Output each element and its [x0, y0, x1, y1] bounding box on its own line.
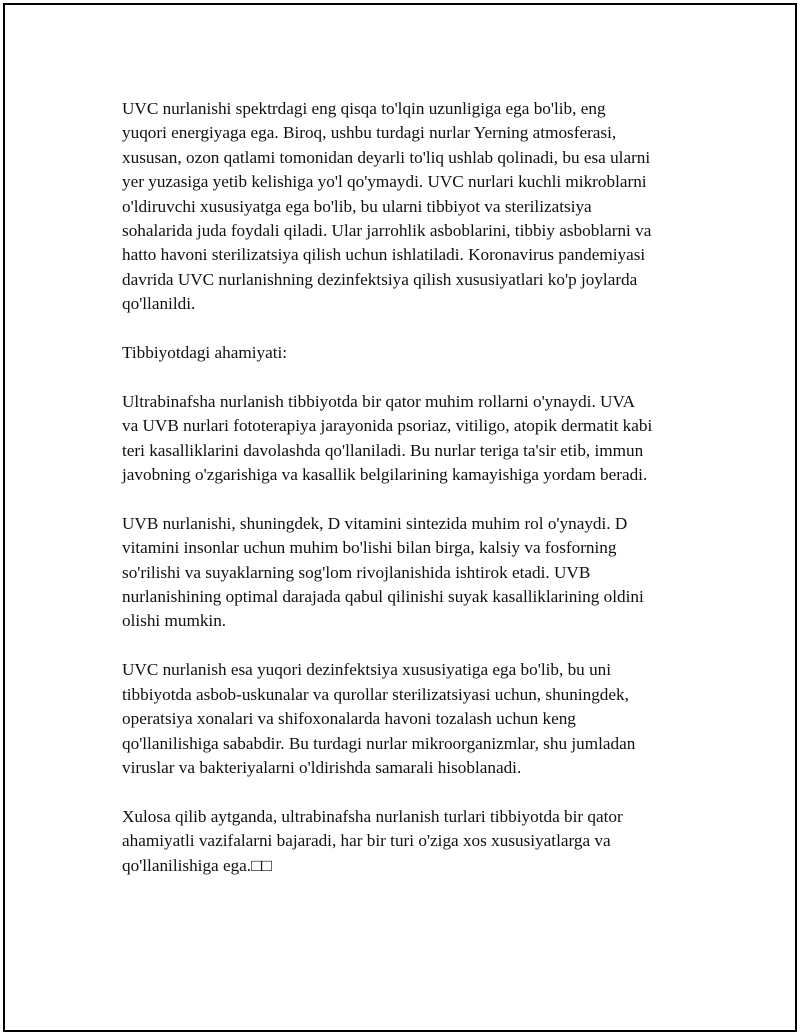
- text-line: so'rilishi va suyaklarning sog'lom rivojlanishida ishtirok etadi. UVB: [122, 562, 591, 582]
- text-line: yuqori energiyaga ega. Biroq, ushbu turdagi nurlar Yerning atmosferasi,: [122, 123, 617, 143]
- heading-text: Tibbiyotdagi ahamiyati:: [122, 343, 288, 363]
- text-line: tibbiyotda asbob-uskunalar va qurollar sterilizatsiyasi uchun, shuningdek,: [122, 684, 629, 704]
- text-line: Xulosa qilib aytganda, ultrabinafsha nurlanish turlari tibbiyotda bir qator: [122, 806, 623, 826]
- document-body: [122, 97, 702, 902]
- paragraph-uvc-intro: [122, 97, 702, 317]
- text-line: qo'llanildi.: [122, 294, 196, 314]
- text-line: olishi mumkin.: [122, 611, 227, 631]
- text-line: UVB nurlanishi, shuningdek, D vitamini sintezida muhim rol o'ynaydi. D: [122, 513, 628, 533]
- text-line: UVC nurlanishi spektrdagi eng qisqa to'lqin uzunligiga ega bo'lib, eng: [122, 99, 606, 118]
- text-line: qo'llanilishiga ega.□□: [122, 855, 272, 875]
- text-line: hatto havoni sterilizatsiya qilish uchun ishlatiladi. Koronavirus pandemiyasi: [122, 245, 646, 265]
- text-line: javobning o'zgarishiga va kasallik belgilarining kamayishiga yordam beradi.: [122, 465, 648, 485]
- text-line: operatsiya xonalari va shifoxonalarda havoni tozalash uchun keng: [122, 709, 576, 729]
- paragraph-uvc-disinfection: [122, 658, 702, 780]
- text-line: sohalarida juda foydali qiladi. Ular jarrohlik asboblarini, tibbiy asboblarni va: [122, 221, 652, 241]
- section-heading-tibbiyot: [122, 341, 702, 365]
- paragraph-uvb-vitamin-d: [122, 512, 702, 634]
- text-line: va UVB nurlari fototerapiya jarayonida psoriaz, vitiligo, atopik dermatit kabi: [122, 416, 653, 436]
- text-line: o'ldiruvchi xususiyatga ega bo'lib, bu ularni tibbiyot va sterilizatsiya: [122, 196, 592, 216]
- text-line: qo'llanilishiga sababdir. Bu turdagi nurlar mikroorganizmlar, shu jumladan: [122, 733, 636, 753]
- text-line: yer yuzasiga yetib kelishiga yo'l qo'ymaydi. UVC nurlari kuchli mikroblarni: [122, 172, 647, 192]
- paragraph-conclusion: [122, 805, 702, 878]
- text-line: davrida UVC nurlanishning dezinfektsiya qilish xususiyatlari ko'p joylarda: [122, 269, 638, 289]
- text-line: teri kasalliklarini davolashda qo'llaniladi. Bu nurlar teriga ta'sir etib, immun: [122, 440, 644, 460]
- text-line: xususan, ozon qatlami tomonidan deyarli to'liq ushlab qolinadi, bu esa ularni: [122, 147, 651, 167]
- text-line: UVC nurlanish esa yuqori dezinfektsiya xususiyatiga ega bo'lib, bu uni: [122, 660, 612, 680]
- text-line: nurlanishining optimal darajada qabul qilinishi suyak kasalliklarining oldini: [122, 587, 644, 607]
- text-line: Ultrabinafsha nurlanish tibbiyotda bir qator muhim rollarni o'ynaydi. UVA: [122, 391, 636, 411]
- paragraph-uva-uvb-therapy: [122, 390, 702, 488]
- page-frame: [3, 3, 797, 1032]
- text-line: viruslar va bakteriyalarni o'ldirishda samarali hisoblanadi.: [122, 757, 522, 777]
- text-line: ahamiyatli vazifalarni bajaradi, har bir turi o'ziga xos xususiyatlarga va: [122, 831, 611, 851]
- text-line: vitamini insonlar uchun muhim bo'lishi bilan birga, kalsiy va fosforning: [122, 538, 617, 558]
